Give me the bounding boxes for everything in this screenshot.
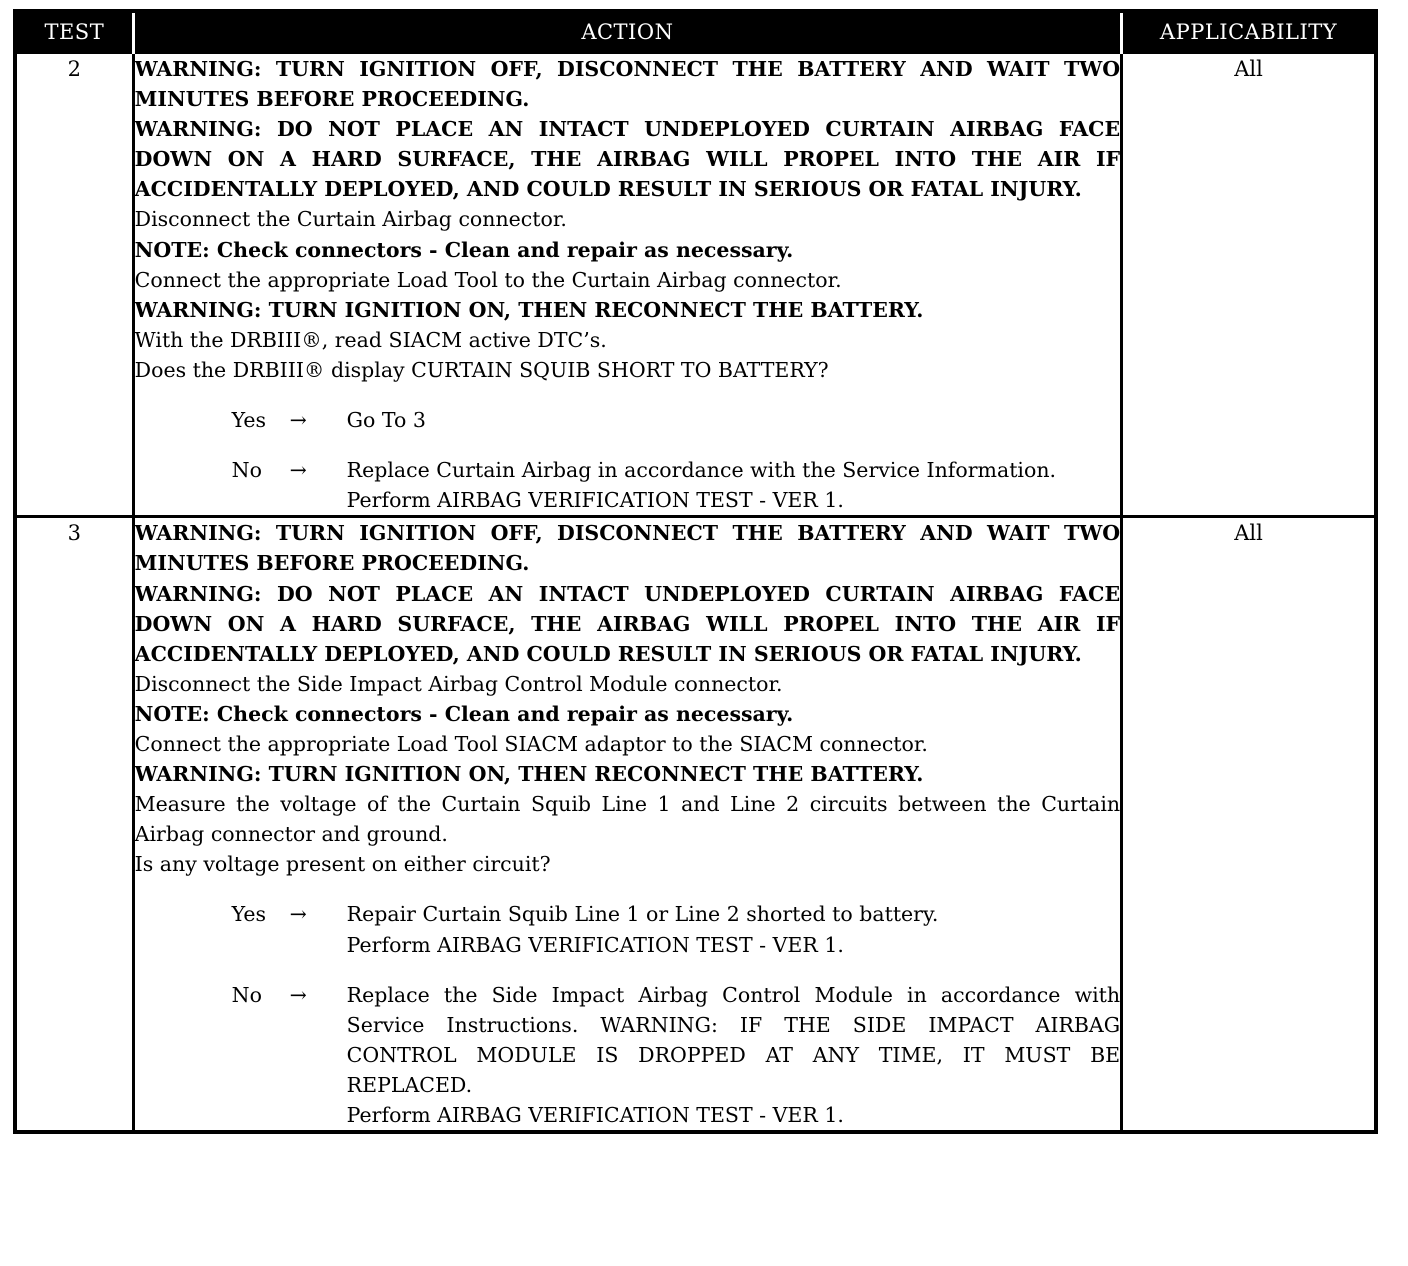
answer-no: [135, 455, 1120, 515]
answer-action: [347, 980, 1120, 1130]
warning-text: WARNING: DO NOT PLACE AN INTACT UNDEPLOYED CURTAIN AIRBAG FACE DOWN ON A HARD SURFACE, THE AIRBAG WILL PROPEL INTO THE AIR IF ACCIDENTALLY DEPLOYED, AND COULD RESULT IN SERIOUS OR FATAL INJURY.: [134, 117, 1121, 202]
answer-no: [135, 980, 1120, 1130]
action-cell: [133, 517, 1121, 1132]
answer-action: [347, 455, 1120, 515]
arrow-icon: →: [289, 982, 307, 1007]
answer-action: [347, 405, 1120, 435]
answer-label: Yes: [231, 408, 267, 433]
answer-yes: [135, 899, 1120, 959]
instruction-text: Connect the appropriate Load Tool SIACM adaptor to the SIACM connector.: [134, 731, 928, 756]
answer-label: No: [231, 458, 262, 483]
instruction-text: Does the DRBIII® display CURTAIN SQUIB SHORT TO BATTERY?: [134, 357, 829, 382]
answer-list: [135, 899, 1120, 1130]
answer-text: Perform AIRBAG VERIFICATION TEST - VER 1.: [346, 932, 844, 957]
applicability-value: All: [1122, 53, 1376, 517]
answer-text: Go To 3: [346, 408, 426, 433]
header-test: TEST: [15, 11, 133, 53]
arrow-icon: →: [289, 408, 307, 433]
instruction-text: Connect the appropriate Load Tool to the Curtain Airbag connector.: [134, 267, 842, 292]
table-row: [15, 517, 1376, 1132]
answer-list: [135, 405, 1120, 515]
warning-text: WARNING: TURN IGNITION ON, THEN RECONNECT THE BATTERY.: [134, 297, 924, 322]
note-text: NOTE: Check connectors - Clean and repair as necessary.: [134, 237, 794, 262]
arrow-icon: →: [289, 458, 307, 483]
answer-action: [347, 899, 1120, 959]
header-action: ACTION: [133, 11, 1121, 53]
answer-label: Yes: [231, 902, 267, 927]
instruction-text: Is any voltage present on either circuit?: [134, 852, 551, 877]
warning-text: WARNING: TURN IGNITION OFF, DISCONNECT THE BATTERY AND WAIT TWO MINUTES BEFORE PROCEEDING.: [134, 521, 1121, 576]
answer-text: Replace the Side Impact Airbag Control Module in accordance with Service Instructions. WARNING: IF THE SIDE IMPACT AIRBAG CONTROL MODULE IS DROPPED AT ANY TIME, IT MUST BE REPLACED.: [346, 982, 1121, 1097]
instruction-text: Disconnect the Side Impact Airbag Control Module connector.: [134, 671, 783, 696]
test-number: 2: [15, 53, 133, 517]
action-cell: [133, 53, 1121, 517]
answer-text: Repair Curtain Squib Line 1 or Line 2 shorted to battery.: [346, 902, 939, 927]
table-body: [15, 53, 1376, 1133]
instruction-text: Measure the voltage of the Curtain Squib Line 1 and Line 2 circuits between the Curtain Airbag connector and ground.: [134, 792, 1121, 847]
warning-text: WARNING: TURN IGNITION ON, THEN RECONNECT THE BATTERY.: [134, 762, 924, 787]
table-header-row: [15, 11, 1376, 53]
instruction-text: Disconnect the Curtain Airbag connector.: [134, 207, 567, 232]
diagnostic-test-table: [13, 9, 1378, 1134]
note-text: NOTE: Check connectors - Clean and repair as necessary.: [134, 701, 794, 726]
table-row: [15, 53, 1376, 517]
warning-text: WARNING: DO NOT PLACE AN INTACT UNDEPLOYED CURTAIN AIRBAG FACE DOWN ON A HARD SURFACE, THE AIRBAG WILL PROPEL INTO THE AIR IF ACCIDENTALLY DEPLOYED, AND COULD RESULT IN SERIOUS OR FATAL INJURY.: [134, 581, 1121, 666]
instruction-text: With the DRBIII®, read SIACM active DTC’s.: [134, 327, 607, 352]
answer-text: Perform AIRBAG VERIFICATION TEST - VER 1.: [346, 1103, 844, 1127]
applicability-value: All: [1122, 517, 1376, 1132]
header-applicability: APPLICABILITY: [1122, 11, 1376, 53]
warning-text: WARNING: TURN IGNITION OFF, DISCONNECT THE BATTERY AND WAIT TWO MINUTES BEFORE PROCEEDING.: [134, 57, 1121, 112]
arrow-icon: →: [289, 902, 307, 927]
answer-text: Replace Curtain Airbag in accordance with the Service Information.: [346, 458, 1057, 483]
test-number: 3: [15, 517, 133, 1132]
answer-label: No: [231, 982, 262, 1007]
answer-yes: [135, 405, 1120, 435]
answer-text: Perform AIRBAG VERIFICATION TEST - VER 1.: [346, 488, 844, 513]
